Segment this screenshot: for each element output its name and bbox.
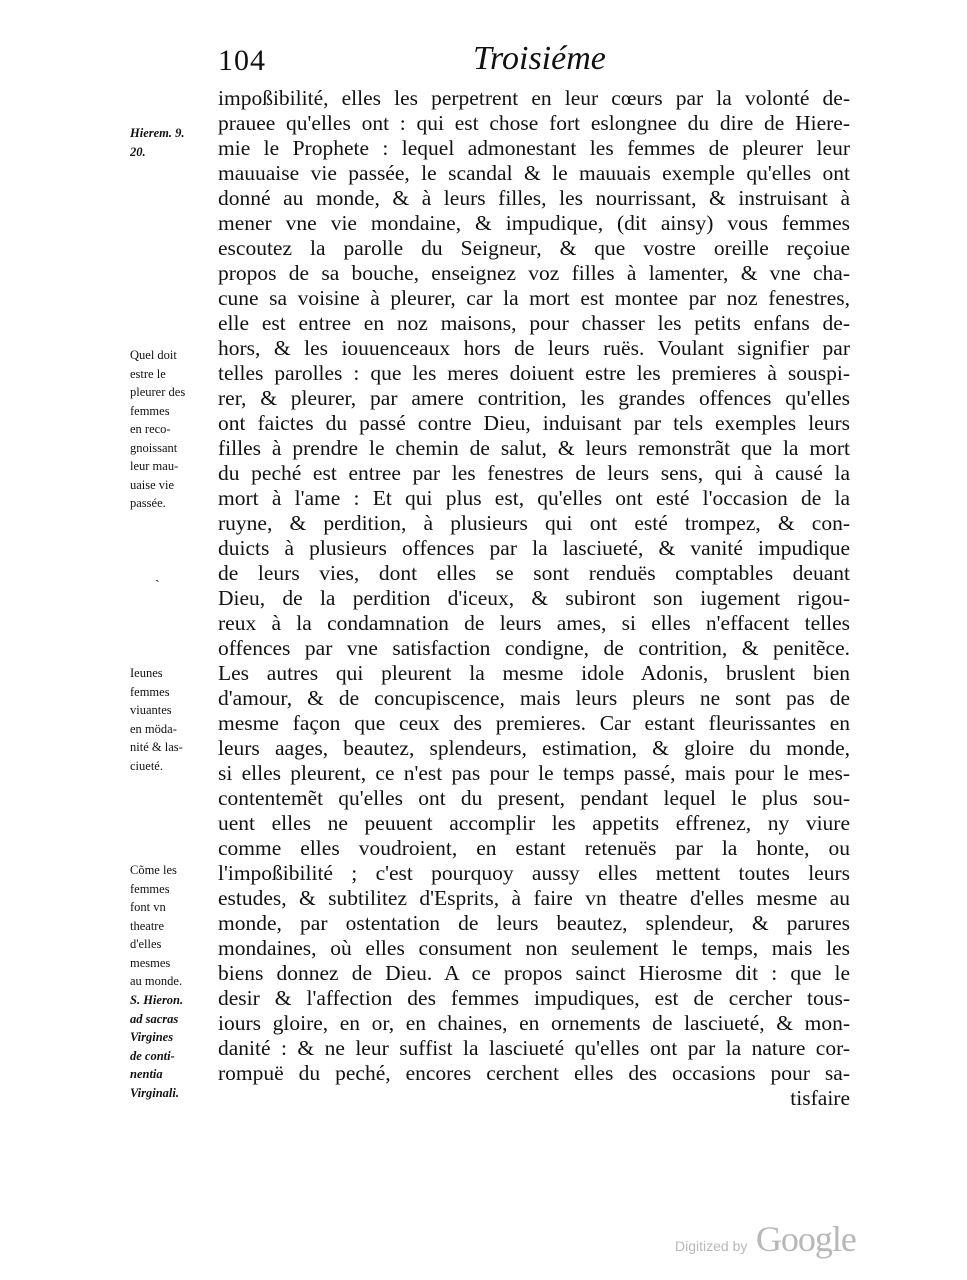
margin-note-line: passée. [130, 496, 166, 510]
margin-note-ieunes-femmes [130, 664, 212, 775]
body-line: mondaines, où elles consument non seulement le temps, mais les [218, 936, 850, 960]
body-line: mener vne vie mondaine, & impudique, (dit ainsy) vous femmes [218, 211, 850, 235]
body-line: d'amour, & de concupiscence, mais leurs pleurs ne sont pas de [218, 686, 850, 710]
body-line: escoutez la parolle du Seigneur, & que vostre oreille reçoiue [218, 236, 850, 260]
body-line: offences par vne satisfaction condigne, de contrition, & penitẽce. [218, 636, 850, 660]
body-line: hors, & les iouuenceaux hors de leurs ruës. Voulant signifier par [218, 336, 850, 360]
margin-note-line: de conti- [130, 1048, 175, 1063]
body-line: duicts à plusieurs offences par la lasciueté, & vanité impudique [218, 536, 850, 560]
body-line: rompuë du peché, encores cerchent elles des occasions pour sa- [218, 1061, 850, 1085]
page-header [218, 40, 848, 84]
body-line: Les autres qui pleurent la mesme idole Adonis, bruslent bien [218, 661, 850, 685]
margin-note-line: ciueté. [130, 758, 163, 773]
margin-note-line: ad sacras [130, 1011, 179, 1026]
body-line: prauee qu'elles ont : qui est chose fort eslongnee du dire de Hiere- [218, 111, 850, 135]
margin-note-line: S. Hieron. [130, 993, 184, 1007]
margin-note-line: viuantes [130, 703, 172, 717]
margin-note-line: Virgines [130, 1030, 174, 1044]
body-line: uent elles ne peuuent accomplir les appetits effrenez, ny viure [218, 811, 850, 835]
body-line: contentemẽt qu'elles ont du present, pendant lequel le plus sou- [218, 786, 850, 810]
body-line: estudes, & subtilitez d'Esprits, à faire vn theatre d'elles mesme au [218, 886, 850, 910]
body-line: ruyne, & perdition, à plusieurs qui ont esté trompez, & con- [218, 511, 850, 535]
body-line: telles parolles : que les meres doiuent estre les premieres à souspi- [218, 361, 850, 385]
body-line: du peché est entree par les fenestres de leurs sens, qui à causé la [218, 461, 850, 485]
body-line: iours gloire, en or, en chaines, en ornements de lasciueté, & mon- [218, 1011, 850, 1035]
catchword: tisfaire [790, 1086, 850, 1110]
margin-note-line: gnoissant [130, 440, 178, 455]
margin-note-line: Hierem. 9. [130, 126, 185, 140]
body-line: desir & l'affection des femmes impudiques, est de cercher tous- [218, 986, 850, 1010]
margin-note-line: en möda- [130, 721, 177, 736]
body-line: impoßibilité, elles les perpetrent en leur cœurs par la volonté de- [218, 86, 850, 110]
margin-note-s-hieron [130, 991, 212, 1102]
body-line: monde, par ostentation de leurs beautez, splendeur, & parures [218, 911, 850, 935]
margin-note-line: mesmes [130, 955, 171, 970]
margin-note-line: femmes [130, 403, 170, 418]
margin-note-line: theatre [130, 918, 165, 933]
running-title: Troisiéme [473, 40, 606, 77]
margin-note-line: nentia [130, 1067, 163, 1081]
margin-note-line: Virginali. [130, 1085, 179, 1100]
body-line: propos de sa bouche, enseignez voz filles à lamenter, & vne cha- [218, 261, 850, 285]
margin-note-line: uaise vie [130, 477, 175, 492]
margin-note-line: nité & las- [130, 740, 183, 754]
body-line: elle est entree en noz maisons, pour chasser les petits enfans de- [218, 311, 850, 335]
margin-note-line: femmes [130, 684, 170, 699]
google-logo: Google [755, 1219, 856, 1259]
body-line: biens donnez de Dieu. A ce propos sainct Hierosme dit : que le [218, 961, 850, 985]
margin-note-line: 20. [130, 144, 146, 159]
body-line: mort à l'ame : Et qui plus est, qu'elles ont esté l'occasion de la [218, 486, 850, 510]
body-line: filles à prendre le chemin de salut, & leurs remonstrãt que la mort [218, 436, 850, 460]
body-text [218, 86, 850, 1111]
margin-note-come-les-femmes [130, 861, 212, 991]
margin-note-line: femmes [130, 881, 170, 896]
body-line: l'impoßibilité ; c'est pourquoy aussy elles mettent toutes leurs [218, 861, 850, 885]
margin-note-line: estre le [130, 366, 166, 381]
body-line: mie le Prophete : lequel admonestant les femmes de pleurer leur [218, 136, 850, 160]
margin-note-line: d'elles [130, 937, 162, 951]
body-line: rer, & pleurer, par amere contrition, les grandes offences qu'elles [218, 386, 850, 410]
body-line: de leurs vies, dont elles se sont renduës comptables deuant [218, 561, 850, 585]
body-line: reux à la condamnation de leurs ames, si elles n'effacent telles [218, 611, 850, 635]
margin-note-line: pleurer des [130, 385, 186, 399]
margin-note-line: font vn [130, 900, 166, 914]
margin-note-hierem [130, 124, 212, 161]
body-line: leurs aages, beautez, splendeurs, estimation, & gloire du monde, [218, 736, 850, 760]
body-line: donné au monde, & à leurs filles, les nourrissant, & instruisant à [218, 186, 850, 210]
body-line: si elles pleurent, ce n'est pas pour le temps passé, mais pour le mes- [218, 761, 850, 785]
margin-note-quel-doit [130, 346, 212, 513]
body-line: danité : & ne leur suffist la lasciueté qu'elles ont par la nature cor- [218, 1036, 850, 1060]
stray-mark: ˎ [155, 568, 160, 583]
digitized-watermark [675, 1218, 856, 1260]
margin-note-line: Quel doit [130, 348, 177, 362]
margin-note-line: au monde. [130, 974, 183, 988]
body-line: mesme façon que ceux des premieres. Car estant fleurissantes en [218, 711, 850, 735]
body-line: mauuaise vie passée, le scandal & le mauuais exemple qu'elles ont [218, 161, 850, 185]
digitized-prefix: Digitized by [675, 1238, 748, 1254]
margin-note-line: Cõme les [130, 863, 177, 877]
page-number: 104 [218, 44, 266, 77]
margin-note-line: Ieunes [130, 666, 163, 680]
margin-note-line: leur mau- [130, 459, 179, 473]
body-line: cune sa voisine à pleurer, car la mort est montee par noz fenestres, [218, 286, 850, 310]
body-line: Dieu, de la perdition d'iceux, & subiront son iugement rigou- [218, 586, 850, 610]
margin-note-line: en reco- [130, 422, 171, 436]
body-line: ont faictes du passé contre Dieu, induisant par tels exemples leurs [218, 411, 850, 435]
body-line: comme elles voudroient, en estant retenuës par la honte, ou [218, 836, 850, 860]
